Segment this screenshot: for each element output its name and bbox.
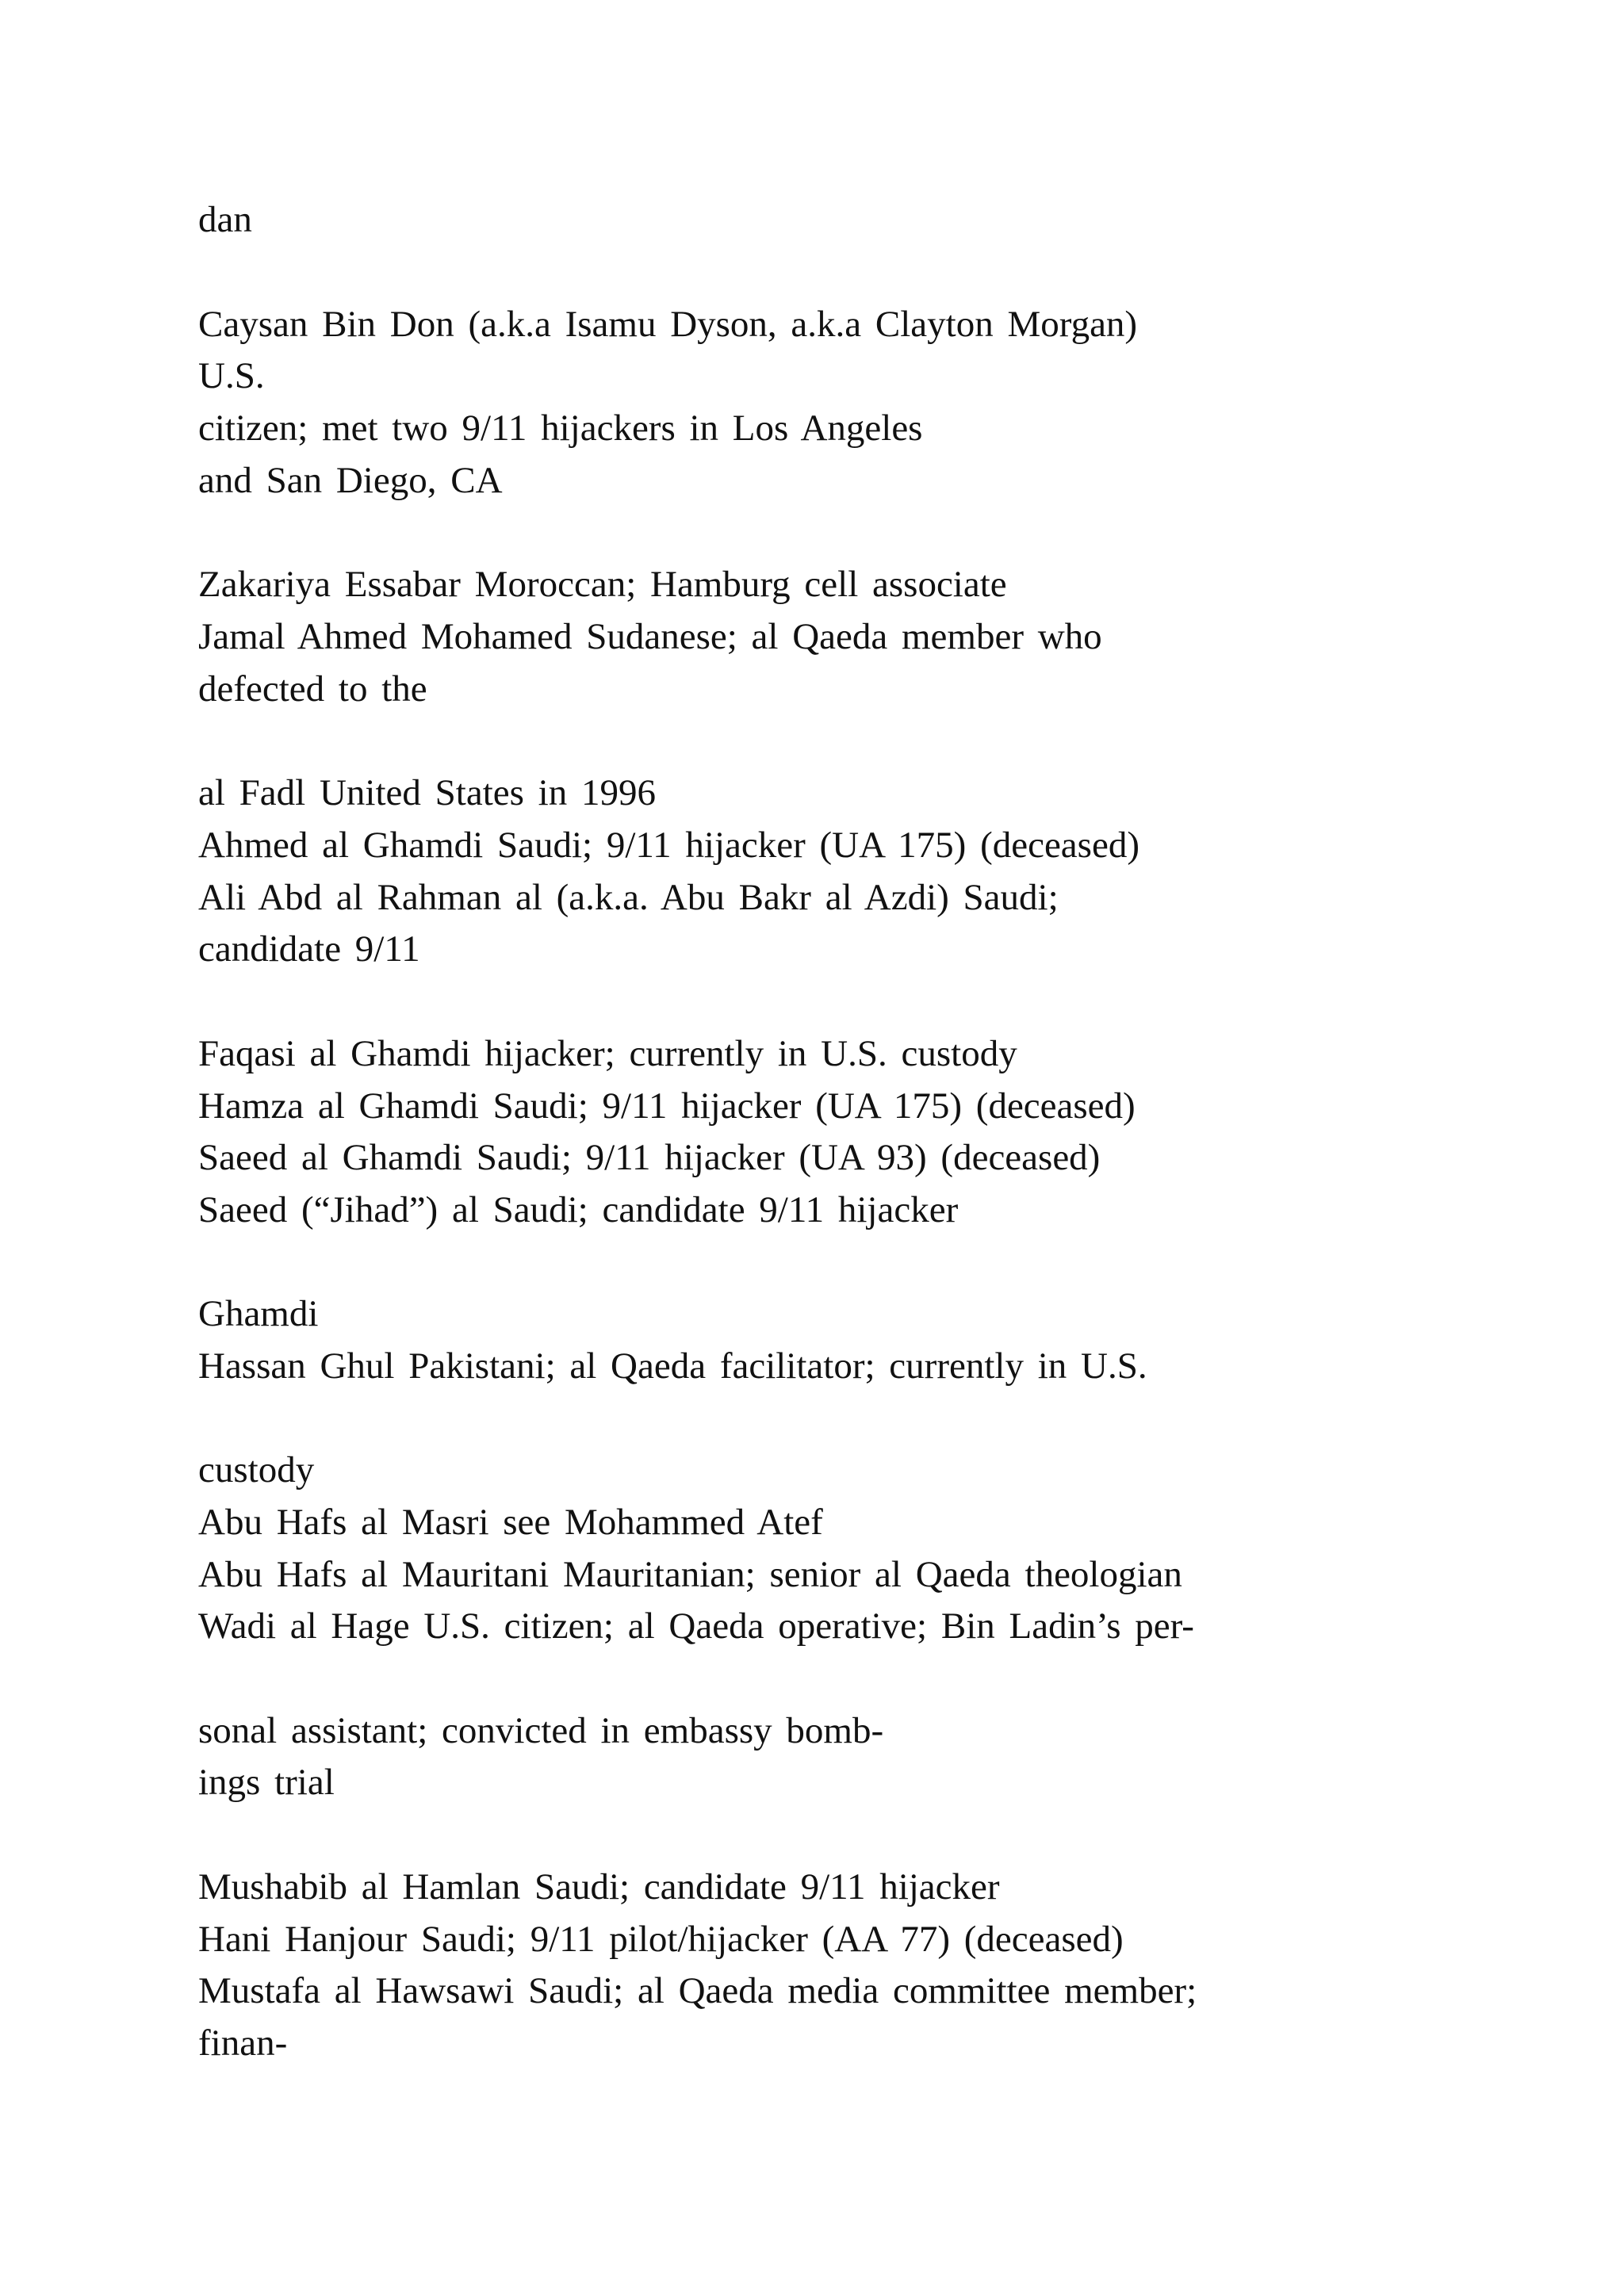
text-line: Jamal Ahmed Mohamed Sudanese; al Qaeda member who — [198, 616, 1102, 657]
text-line: Mushabib al Hamlan Saudi; candidate 9/11 hijacker — [198, 1866, 1000, 1908]
text-line: al Fadl United States in 1996 — [198, 772, 656, 813]
text-line: finan- — [198, 2022, 288, 2064]
text-line: Ali Abd al Rahman al (a.k.a. Abu Bakr al Azdi) Saudi; — [198, 877, 1059, 918]
text-line: Faqasi al Ghamdi hijacker; currently in U.S. custody — [198, 1033, 1017, 1074]
text-line: Wadi al Hage U.S. citizen; al Qaeda operative; Bin Ladin’s per- — [198, 1605, 1194, 1647]
text-line: U.S. — [198, 355, 265, 396]
text-line: ings trial — [198, 1762, 335, 1803]
text-line: Saeed al Ghamdi Saudi; 9/11 hijacker (UA 93) (deceased) — [198, 1137, 1101, 1178]
text-line: sonal assistant; convicted in embassy bomb- — [198, 1710, 884, 1751]
text-line: and San Diego, CA — [198, 460, 503, 501]
text-line: Hassan Ghul Pakistani; al Qaeda facilitator; currently in U.S. — [198, 1345, 1147, 1387]
text-line: dan — [198, 199, 252, 240]
text-line: Abu Hafs al Masri see Mohammed Atef — [198, 1502, 823, 1543]
text-line: Abu Hafs al Mauritani Mauritanian; senior al Qaeda theologian — [198, 1554, 1182, 1595]
text-line: candidate 9/11 — [198, 928, 420, 970]
text-line: Hamza al Ghamdi Saudi; 9/11 hijacker (UA 175) (deceased) — [198, 1085, 1136, 1127]
text-line: citizen; met two 9/11 hijackers in Los Angeles — [198, 408, 923, 449]
text-line: Zakariya Essabar Moroccan; Hamburg cell associate — [198, 564, 1007, 605]
text-line: custody — [198, 1449, 315, 1490]
text-line: defected to the — [198, 668, 427, 710]
text-line: Ahmed al Ghamdi Saudi; 9/11 hijacker (UA 175) (deceased) — [198, 825, 1139, 866]
text-line: Saeed (“Jihad”) al Saudi; candidate 9/11 hijacker — [198, 1189, 959, 1230]
text-line: Mustafa al Hawsawi Saudi; al Qaeda media committee member; — [198, 1970, 1197, 2011]
text-line: Caysan Bin Don (a.k.a Isamu Dyson, a.k.a Clayton Morgan) — [198, 304, 1138, 345]
text-line: Ghamdi — [198, 1293, 319, 1334]
text-line: Hani Hanjour Saudi; 9/11 pilot/hijacker (AA 77) (deceased) — [198, 1919, 1124, 1960]
